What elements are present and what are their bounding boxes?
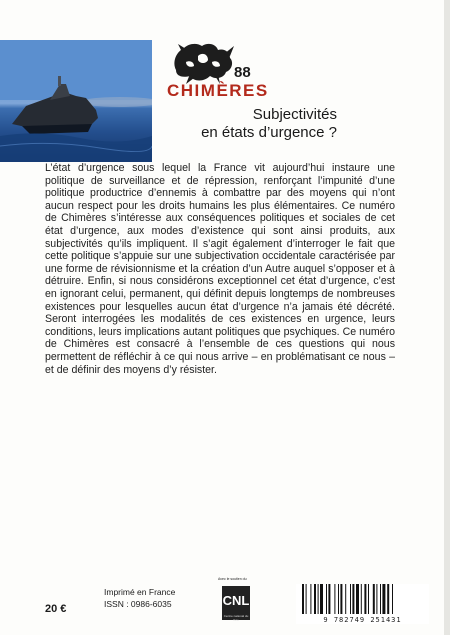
page-edge xyxy=(444,0,450,635)
printed-in: Imprimé en France xyxy=(104,587,176,597)
barcode-bars xyxy=(302,584,423,616)
subtitle-line-1: Subjectivités xyxy=(252,106,337,123)
magazine-title: CHIMÈRES xyxy=(167,81,269,100)
issue-number: 88 xyxy=(234,64,251,81)
print-info xyxy=(104,586,175,610)
chimera-creature-icon xyxy=(168,40,240,86)
cnl-logo: CNL xyxy=(222,586,250,620)
barcode-digits: 9 782749 251431 xyxy=(296,616,429,624)
issue-subtitle xyxy=(201,106,337,142)
back-cover-blurb: L’état d’urgence sous lequel la France vit aujourd’hui instaure une politique de surveillance et de répression, renforçant l’impunité d’une politique productrice d’ennemis à combattre par des moyens qui n’ont aucun respect pour les droits humains les plus élémentaires. Ce numéro de Chimères s’intéresse aux conséquences politiques et sociales de cet état d’urgence, aux modes d’existence qui sont ainsi produits, aux subjectivités qu’ils impliquent. Il s’agit également d’interroger le fait que cette politique s’appuie sur une subjectivation occidentale caractérisée par une forme de révisionnisme et la création d’un Autre auquel s’opposer et à détruire. Enfin, si nous considérons exceptionnel cet état d’urgence, c’est en ignorant celui, permanent, qui définit depuis longtemps de nombreuses existences pour lesquelles aucun état d’urgence n’a jamais été décrété. Seront interrogées les modalités de ces existences en urgence, leurs conditions, leurs implications autant politiques que psychiques. Ce numéro de Chimères est consacré à l’ensemble de ces questions qui nous permettent de réfléchir à ce qui nous arrive – en problématisant ce nous – et de définir des moyens d’y résister. xyxy=(45,162,395,376)
barcode xyxy=(296,584,429,624)
subtitle-line-2: en états d’urgence ? xyxy=(201,124,337,141)
boat-image xyxy=(0,40,152,162)
issn: ISSN : 0986-6035 xyxy=(104,599,172,609)
price: 20 € xyxy=(45,603,67,615)
cnl-subtext: Centre national du livre xyxy=(223,614,249,622)
cnl-caption: Avec le soutien du xyxy=(218,577,247,581)
cover-photo xyxy=(0,40,152,162)
